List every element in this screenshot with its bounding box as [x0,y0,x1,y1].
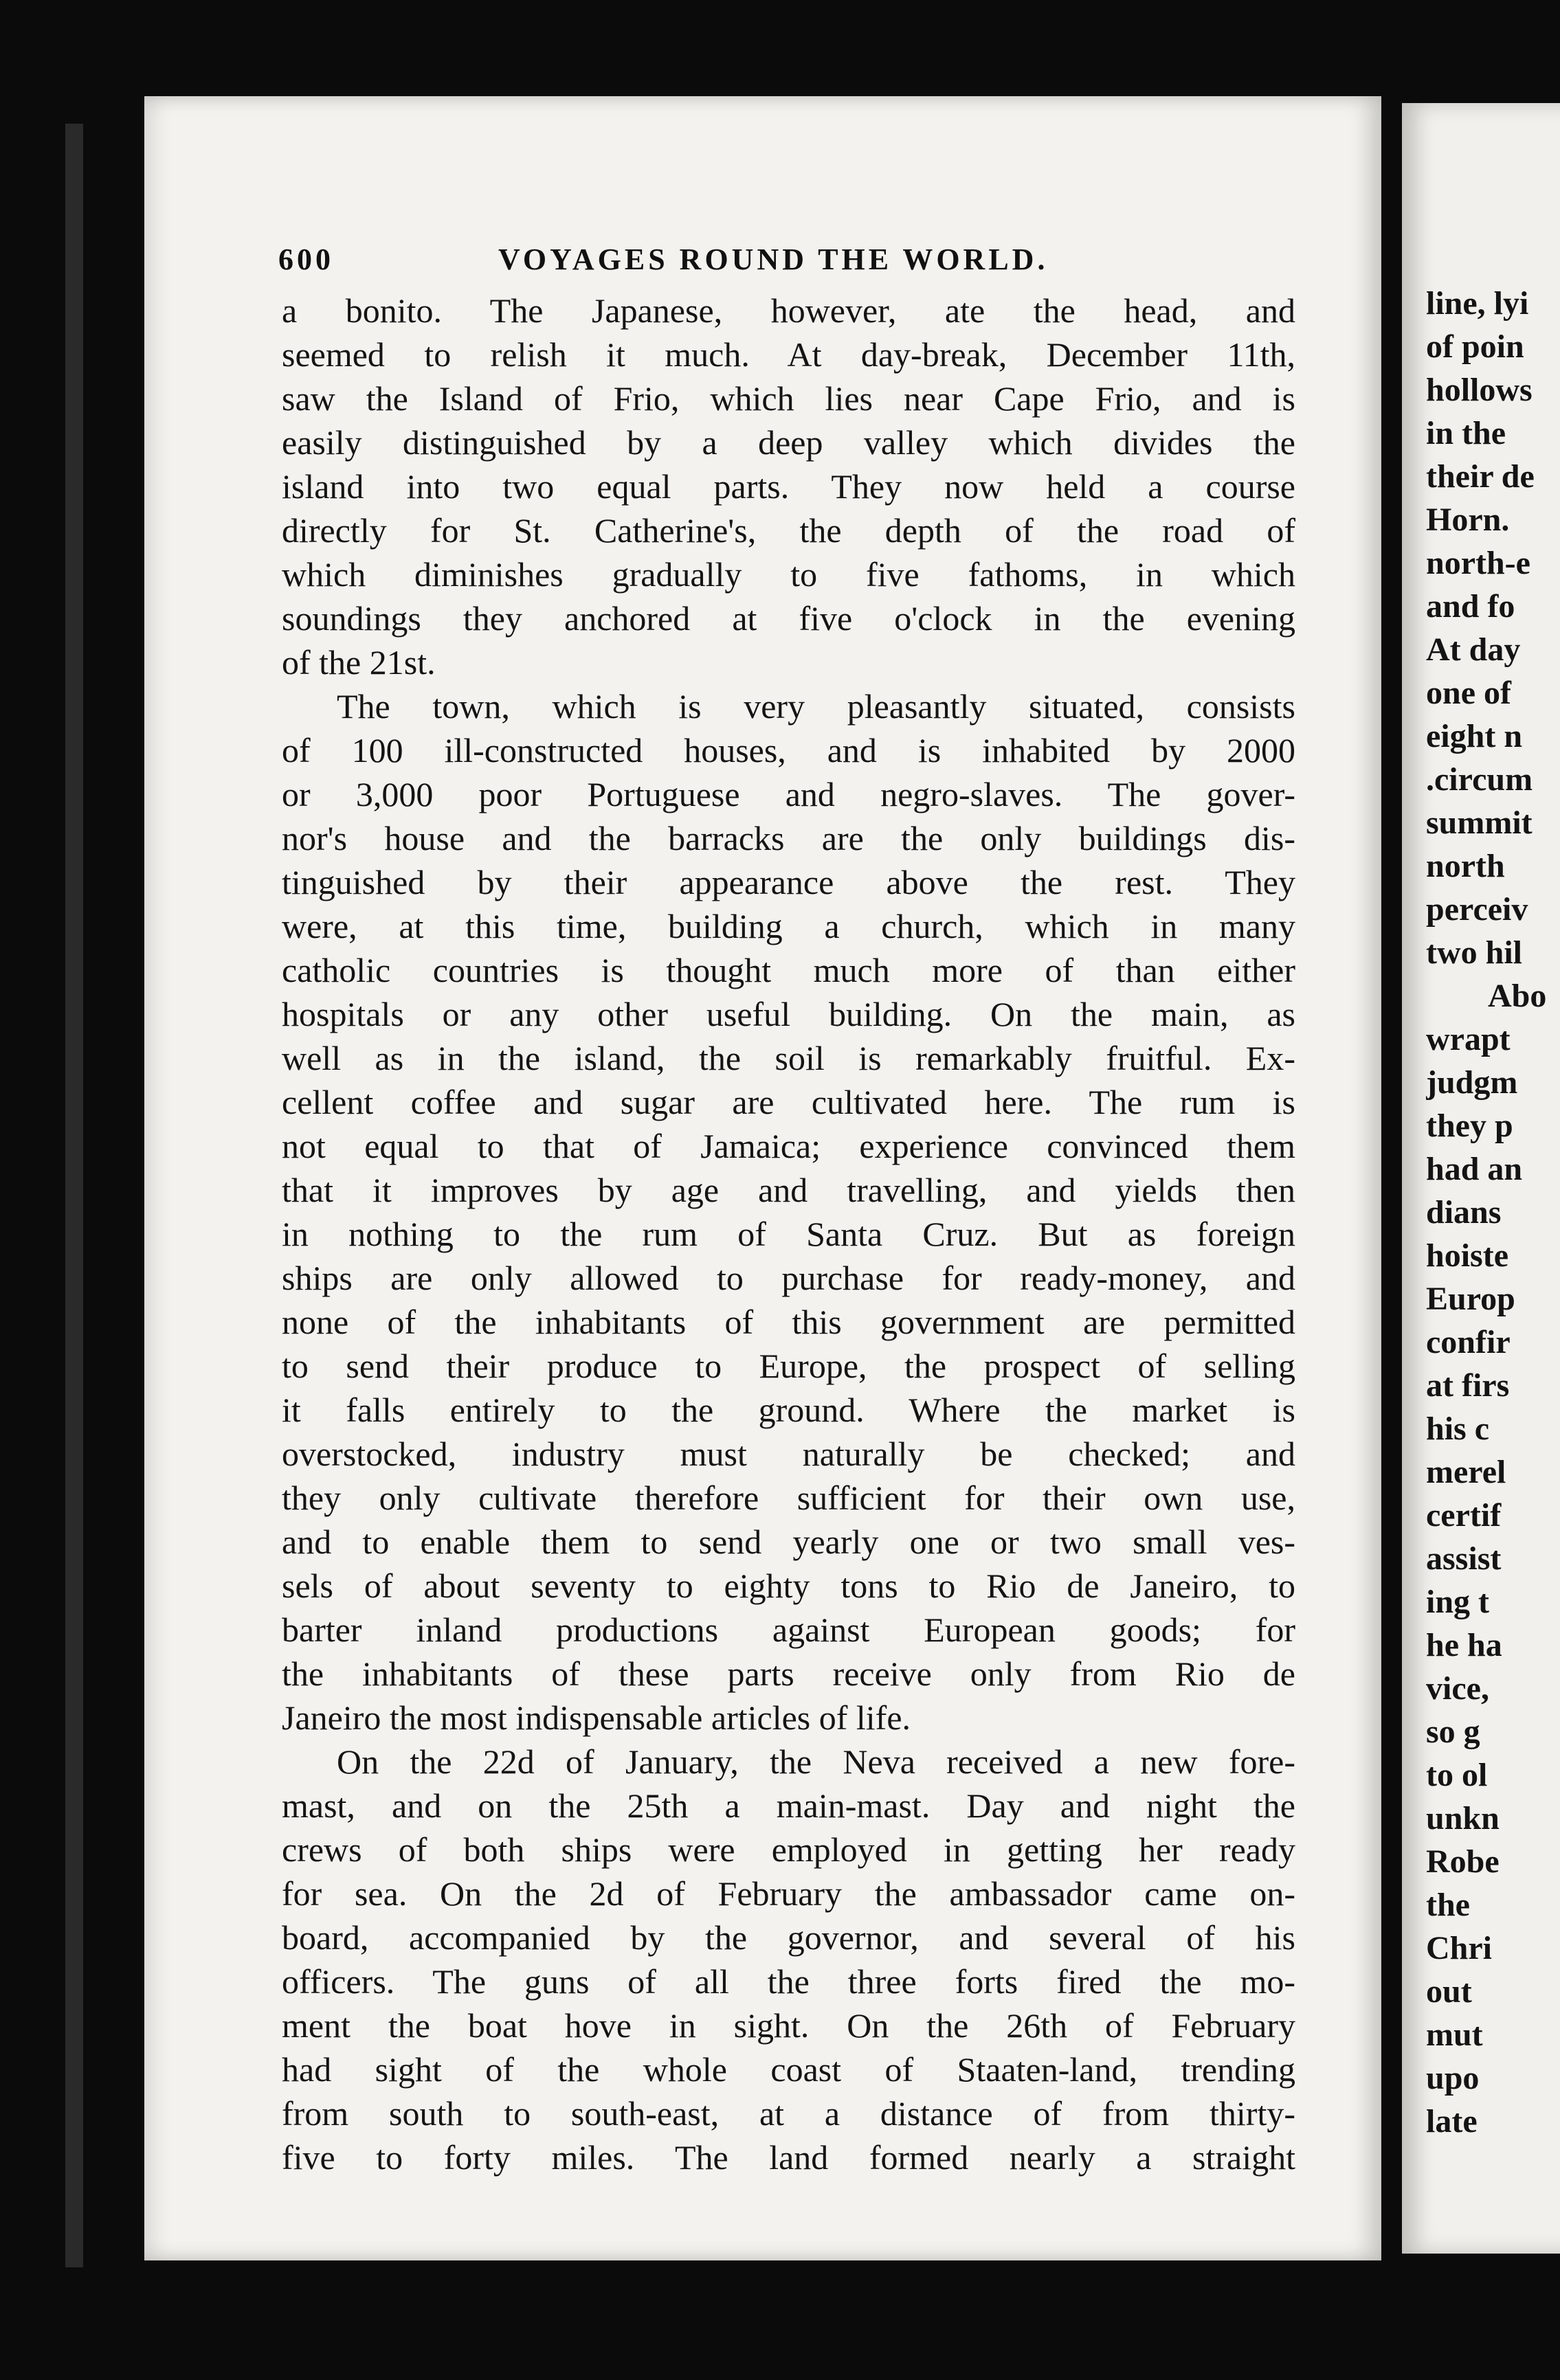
text-line: officers. The guns of all the three forts fired the mo- [282,1962,1295,2001]
text-line: none of the inhabitants of this government are permitted [282,1303,1295,1341]
right-text-line: had an [1426,1151,1523,1187]
right-text-line: dians [1426,1194,1502,1231]
text-line: overstocked, industry must naturally be checked; and [282,1435,1295,1473]
text-line: of 100 ill-constructed houses, and is inhabited by 2000 [282,731,1295,770]
text-line: directly for St. Catherine's, the depth of the road of [282,511,1295,550]
right-text-line: .circum [1426,761,1533,798]
text-line: crews of both ships were employed in getting her ready [282,1830,1295,1869]
text-line: barter inland productions against European goods; for [282,1610,1295,1649]
right-text-line: mut [1426,2017,1483,2053]
text-line: they only cultivate therefore sufficient for their own use, [282,1479,1295,1517]
text-line: ment the boat hove in sight. On the 26th of February [282,2006,1295,2045]
right-page-text [1426,282,1560,2143]
right-text-line: in the [1426,415,1506,451]
text-line: sels of about seventy to eighty tons to Rio de Janeiro, to [282,1567,1295,1605]
text-line: nor's house and the barracks are the only buildings dis- [282,819,1295,857]
right-text-line: unkn [1426,1800,1500,1837]
right-text-line: Horn. [1426,502,1510,538]
text-line: and to enable them to send yearly one or two small ves- [282,1523,1295,1561]
right-text-line: Robe [1426,1843,1500,1880]
right-text-line: two hil [1426,934,1523,971]
text-line: hospitals or any other useful building. On the main, as [282,995,1295,1033]
right-text-line: wrapt [1426,1021,1511,1057]
text-line: that it improves by age and travelling, and yields then [282,1171,1295,1209]
text-line: seemed to relish it much. At day-break, December 11th, [282,335,1295,374]
right-text-line: Abo [1488,978,1547,1014]
text-line: board, accompanied by the governor, and several of his [282,1918,1295,1957]
text-line: soundings they anchored at five o'clock in the evening [282,599,1295,638]
right-text-line: eight n [1426,718,1523,754]
right-text-line: late [1426,2103,1478,2140]
right-text-line: upo [1426,2060,1480,2096]
book-spine-edge [65,124,83,2267]
text-line: were, at this time, building a church, which in many [282,907,1295,945]
right-text-line: ing t [1426,1584,1490,1620]
right-text-line: he ha [1426,1627,1502,1663]
right-text-line: one of [1426,675,1511,711]
right-text-line: north-e [1426,545,1530,581]
right-text-line: so g [1426,1714,1480,1750]
right-text-line: Europ [1426,1281,1515,1317]
right-text-line: perceiv [1426,891,1528,928]
right-text-line: the [1426,1887,1470,1923]
right-text-line: assist [1426,1540,1502,1577]
text-line: The town, which is very pleasantly situated, consists [337,687,1295,726]
right-text-line: and fo [1426,588,1515,625]
text-line: island into two equal parts. They now held a course [282,467,1295,506]
right-text-line: Chri [1426,1930,1492,1966]
body-text [282,289,1295,2179]
right-text-line: his c [1426,1411,1490,1447]
right-text-line: confir [1426,1324,1511,1360]
text-line: it falls entirely to the ground. Where the market is [282,1391,1295,1429]
text-line: tinguished by their appearance above the rest. They [282,863,1295,901]
right-text-line: their de [1426,458,1535,495]
page-number: 600 [278,243,334,276]
text-line: On the 22d of January, the Neva received a new fore- [337,1742,1295,1781]
text-line: from south to south-east, at a distance of from thirty- [282,2094,1295,2133]
right-text-line: hoiste [1426,1237,1508,1274]
right-text-line: north [1426,848,1505,884]
text-line: cellent coffee and sugar are cultivated here. The rum is [282,1083,1295,1121]
text-line: catholic countries is thought much more of than either [282,951,1295,989]
text-line: well as in the island, the soil is remarkably fruitful. Ex- [282,1039,1295,1077]
text-line: in nothing to the rum of Santa Cruz. But as foreign [282,1215,1295,1253]
right-text-line: certif [1426,1497,1502,1534]
text-line: saw the Island of Frio, which lies near Cape Frio, and is [282,379,1295,418]
text-line: had sight of the whole coast of Staaten-land, trending [282,2050,1295,2089]
text-line: mast, and on the 25th a main-mast. Day and night the [282,1786,1295,1825]
right-text-line: vice, [1426,1670,1489,1707]
text-line: of the 21st. [282,643,436,682]
text-line: easily distinguished by a deep valley which divides the [282,423,1295,462]
running-head [278,242,1309,283]
running-title: VOYAGES ROUND THE WORLD. [498,243,1049,276]
right-text-line: judgm [1426,1064,1518,1101]
right-text-line: At day [1426,631,1521,668]
right-text-line: hollows [1426,372,1533,408]
text-line: Janeiro the most indispensable articles of life. [282,1698,911,1737]
text-line: or 3,000 poor Portuguese and negro-slaves. The gover- [282,775,1295,813]
right-text-line: out [1426,1973,1472,2010]
text-line: not equal to that of Jamaica; experience convinced them [282,1127,1295,1165]
text-line: five to forty miles. The land formed nearly a straight [282,2138,1295,2177]
text-line: which diminishes gradually to five fathoms, in which [282,555,1295,594]
right-text-line: to ol [1426,1757,1488,1793]
text-line: a bonito. The Japanese, however, ate the head, and [282,291,1295,330]
text-line: for sea. On the 2d of February the ambassador came on- [282,1874,1295,1913]
right-text-line: they p [1426,1108,1513,1144]
text-line: ships are only allowed to purchase for ready-money, and [282,1259,1295,1297]
right-text-line: line, lyi [1426,285,1529,322]
right-text-line: summit [1426,805,1533,841]
text-line: the inhabitants of these parts receive only from Rio de [282,1654,1295,1693]
right-text-line: at firs [1426,1367,1510,1404]
text-line: to send their produce to Europe, the prospect of selling [282,1347,1295,1385]
right-text-line: merel [1426,1454,1506,1490]
right-text-line: of poin [1426,328,1524,365]
